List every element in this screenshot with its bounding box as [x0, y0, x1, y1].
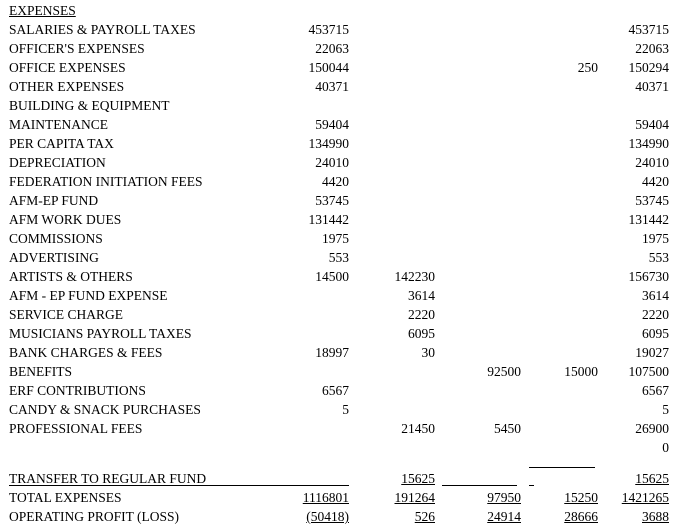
row-value-c5: 553 — [648, 250, 669, 265]
row-label: DEPRECIATION — [9, 155, 106, 170]
row-value-c5: 6567 — [642, 383, 669, 398]
row-value-c5: 5 — [662, 402, 669, 417]
row-value-c1: 6567 — [322, 383, 349, 398]
row-value-c1: 59404 — [315, 117, 349, 132]
expense-row — [0, 229, 687, 248]
row-value-c1: 24010 — [315, 155, 349, 170]
expense-row — [0, 305, 687, 324]
expense-row — [0, 77, 687, 96]
expense-row — [0, 191, 687, 210]
row-label: MUSICIANS PAYROLL TAXES — [9, 326, 192, 341]
row-value-c5: 59404 — [635, 117, 669, 132]
expense-row — [0, 381, 687, 400]
total-row — [0, 488, 687, 507]
expense-row — [0, 172, 687, 191]
row-value-c1: 150044 — [308, 60, 349, 75]
row-value-c1: 53745 — [315, 193, 349, 208]
row-value-c2: 6095 — [408, 326, 435, 341]
transfer-col2: 15625 — [401, 471, 435, 486]
row-value-c5: 2220 — [642, 307, 669, 322]
row-label: BANK CHARGES & FEES — [9, 345, 163, 360]
expenses-heading-row — [0, 1, 687, 20]
row-label: BENEFITS — [9, 364, 73, 379]
expense-row — [0, 438, 687, 457]
row-value-c1: 5 — [342, 402, 349, 417]
row-value-c1: 18997 — [315, 345, 349, 360]
row-label: OFFICER'S EXPENSES — [9, 41, 145, 56]
expense-row — [0, 134, 687, 153]
row-label: OTHER EXPENSES — [9, 79, 125, 94]
row-value-c1: 22063 — [315, 41, 349, 56]
expense-row — [0, 39, 687, 58]
profit-col4: 28666 — [564, 509, 598, 524]
row-value-c5: 6095 — [642, 326, 669, 341]
row-label: ARTISTS & OTHERS — [9, 269, 133, 284]
row-value-c2: 2220 — [408, 307, 435, 322]
total-col4: 15250 — [564, 490, 598, 505]
row-label: PER CAPITA TAX — [9, 136, 114, 151]
profit-row — [0, 507, 687, 526]
profit-col5: 3688 — [642, 509, 669, 524]
row-value-c2: 21450 — [401, 421, 435, 436]
row-value-c2: 30 — [421, 345, 435, 360]
row-label: OPERATING PROFIT (LOSS) — [9, 509, 180, 524]
expense-row — [0, 419, 687, 438]
expense-row — [0, 267, 687, 286]
row-value-c1: 453715 — [308, 22, 349, 37]
row-value-c1: 40371 — [315, 79, 349, 94]
expenses-heading: EXPENSES — [9, 3, 76, 18]
expense-row — [0, 362, 687, 381]
row-label: TRANSFER TO REGULAR FUND — [9, 471, 207, 486]
row-value-c1: 134990 — [308, 136, 349, 151]
expense-row — [0, 400, 687, 419]
row-value-c5: 22063 — [635, 41, 669, 56]
row-value-c4: 15000 — [564, 364, 598, 379]
row-value-c3: 5450 — [494, 421, 521, 436]
row-value-c5: 150294 — [628, 60, 669, 75]
row-label: CANDY & SNACK PURCHASES — [9, 402, 201, 417]
row-value-c5: 53745 — [635, 193, 669, 208]
row-label: OFFICE EXPENSES — [9, 60, 126, 75]
expense-row — [0, 20, 687, 39]
row-value-c4: 250 — [577, 60, 598, 75]
row-value-c5: 3614 — [642, 288, 669, 303]
row-value-c2: 3614 — [408, 288, 435, 303]
profit-col1: (50418) — [306, 509, 349, 524]
row-value-c1: 553 — [328, 250, 349, 265]
row-label: AFM-EP FUND — [9, 193, 99, 208]
total-col2: 191264 — [394, 490, 435, 505]
expense-row — [0, 58, 687, 77]
row-label: SERVICE CHARGE — [9, 307, 124, 322]
row-value-c5: 26900 — [635, 421, 669, 436]
expense-row — [0, 248, 687, 267]
profit-col3: 24914 — [487, 509, 521, 524]
row-value-c5: 134990 — [628, 136, 669, 151]
row-value-c5: 131442 — [628, 212, 669, 227]
row-label: SALARIES & PAYROLL TAXES — [9, 22, 196, 37]
profit-col2: 526 — [414, 509, 435, 524]
expense-row — [0, 96, 687, 115]
row-value-c5: 4420 — [642, 174, 669, 189]
row-value-c5: 19027 — [635, 345, 669, 360]
expense-row — [0, 343, 687, 362]
row-value-c1: 14500 — [315, 269, 349, 284]
total-col5: 1421265 — [621, 490, 669, 505]
row-value-c1: 4420 — [322, 174, 349, 189]
row-label: MAINTENANCE — [9, 117, 108, 132]
total-col1: 1116801 — [302, 490, 349, 505]
row-label: BUILDING & EQUIPMENT — [9, 98, 170, 113]
total-col3: 97950 — [487, 490, 521, 505]
row-label: COMMISSIONS — [9, 231, 103, 246]
row-label: AFM - EP FUND EXPENSE — [9, 288, 168, 303]
transfer-row — [0, 469, 687, 488]
transfer-col5: 15625 — [635, 471, 669, 486]
expense-row — [0, 286, 687, 305]
expense-row — [0, 210, 687, 229]
expense-row — [0, 153, 687, 172]
expense-row — [0, 115, 687, 134]
row-value-c2: 142230 — [394, 269, 435, 284]
row-value-c5: 156730 — [628, 269, 669, 284]
separator-line — [529, 467, 595, 468]
row-label: TOTAL EXPENSES — [9, 490, 122, 505]
row-value-c1: 131442 — [308, 212, 349, 227]
row-value-c5: 0 — [662, 440, 669, 455]
row-label: AFM WORK DUES — [9, 212, 122, 227]
row-value-c5: 107500 — [628, 364, 669, 379]
row-label: ADVERTISING — [9, 250, 99, 265]
row-value-c5: 40371 — [635, 79, 669, 94]
row-value-c5: 24010 — [635, 155, 669, 170]
expense-row — [0, 324, 687, 343]
row-label: FEDERATION INITIATION FEES — [9, 174, 203, 189]
row-value-c5: 1975 — [642, 231, 669, 246]
row-label: PROFESSIONAL FEES — [9, 421, 143, 436]
row-value-c3: 92500 — [487, 364, 521, 379]
row-value-c1: 1975 — [322, 231, 349, 246]
row-value-c5: 453715 — [628, 22, 669, 37]
row-label: ERF CONTRIBUTIONS — [9, 383, 146, 398]
